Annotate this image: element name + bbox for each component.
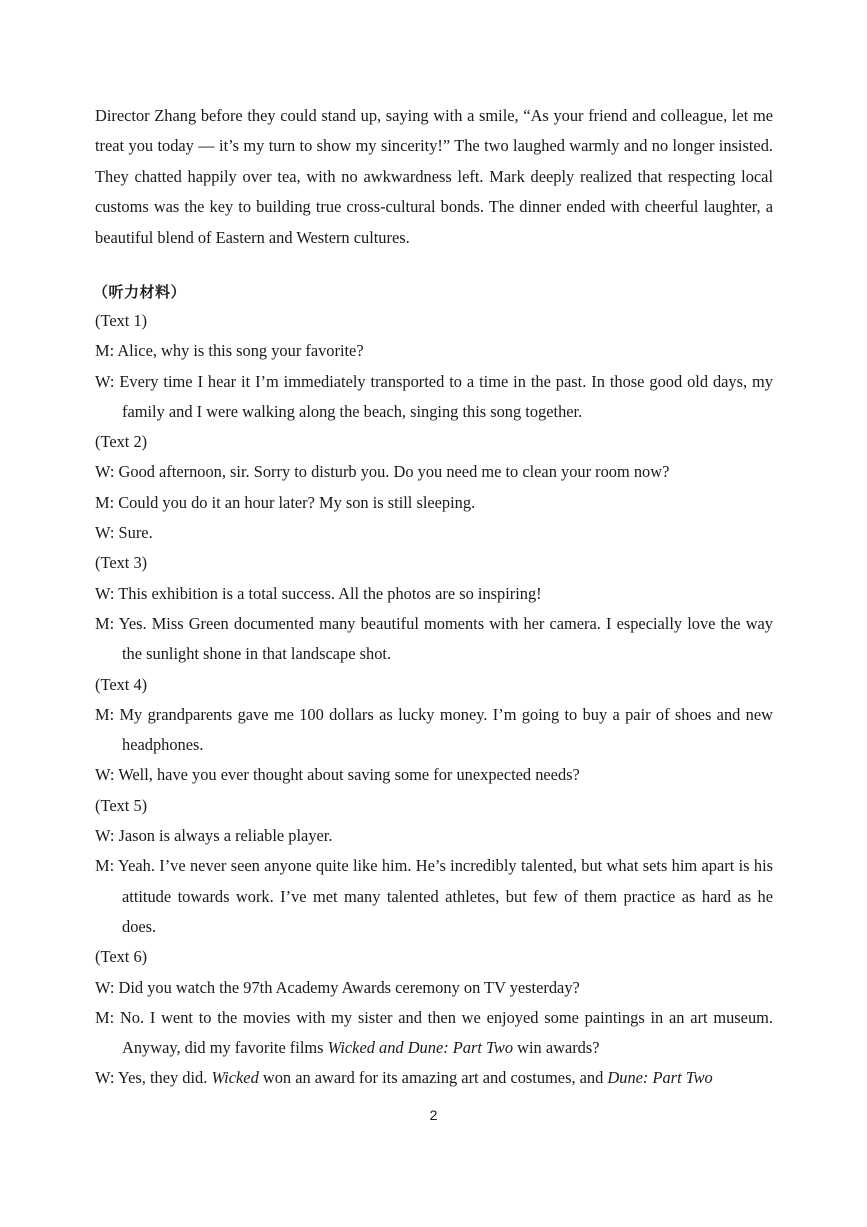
text-section-header: (Text 4) — [95, 674, 148, 694]
utterance-segment: Yes, they did. — [117, 1068, 212, 1088]
speaker-label: W: — [95, 371, 115, 391]
utterance-text — [118, 1068, 713, 1087]
intro-text: Director Zhang before they could stand up, saying with a smile, “As your friend and colleague, let me treat you today — it’s my turn to show my sincerity!” The two laughed warmly and no longer insisted. They chatted happily over tea, with no awkwardness left. Mark deeply realized that respecting local customs was the key to building true cross-cultural bonds. The dinner ended with cheerful laughter, a beautiful blend of Eastern and Western cultures. — [95, 106, 773, 247]
speaker-label: M: — [95, 1007, 115, 1027]
utterance-text — [118, 765, 580, 784]
utterance-segment: Sure. — [118, 523, 153, 543]
speaker-label: W: — [95, 462, 115, 482]
speaker-label: W: — [95, 977, 115, 997]
dialogue-line — [95, 457, 773, 487]
utterance-text — [119, 523, 153, 542]
section-title-listening-material: （听力材料） — [93, 283, 187, 301]
speaker-label: W: — [95, 523, 115, 543]
utterance-text — [118, 584, 541, 603]
utterance-text — [119, 372, 773, 421]
speaker-label: M: — [95, 341, 115, 361]
dialogue-line — [95, 488, 773, 518]
page-number: 2 — [429, 1107, 438, 1123]
utterance-segment: win awards? — [513, 1038, 600, 1058]
film-title: Wicked and Dune: Part Two — [327, 1038, 514, 1058]
text-section-header: (Text 3) — [95, 553, 148, 573]
speaker-label: W: — [95, 765, 115, 785]
text-section-header: (Text 6) — [95, 947, 148, 967]
utterance-text — [117, 341, 363, 360]
speaker-label: W: — [95, 583, 115, 603]
dialogue-line — [95, 518, 773, 548]
utterance-segment: This exhibition is a total success. All the photos are so inspiring! — [118, 583, 542, 603]
utterance-segment: Alice, why is this song your favorite? — [117, 341, 364, 361]
utterance-segment: Well, have you ever thought about saving some for unexpected needs? — [118, 765, 580, 785]
film-title: Dune: Part Two — [607, 1068, 713, 1088]
dialogue-line — [95, 700, 773, 761]
utterance-segment: Did you watch the 97th Academy Awards ceremony on TV yesterday? — [118, 977, 580, 997]
speaker-label: M: — [95, 613, 115, 633]
utterance-segment: No. I went to the movies with my sister and then we enjoyed some paintings in an art museum. Anyway, did my favorite films — [119, 1007, 774, 1058]
utterance-text — [120, 1008, 773, 1057]
utterance-segment: Every time I hear it I’m immediately transported to a time in the past. In those good old days, my family and I were walking along the beach, singing this song together. — [119, 371, 773, 421]
dialogue-line — [95, 579, 773, 609]
utterance-text — [119, 614, 773, 663]
speaker-label: M: — [95, 492, 115, 512]
utterance-segment: won an award for its amazing art and costumes, and — [258, 1068, 608, 1088]
utterance-segment: Could you do it an hour later? My son is still sleeping. — [118, 492, 476, 512]
text-section-header: (Text 1) — [95, 311, 148, 330]
dialogue-line — [95, 760, 773, 790]
speaker-label: W: — [95, 826, 115, 846]
utterance-text — [118, 856, 773, 936]
utterance-segment: Jason is always a reliable player. — [118, 826, 333, 846]
utterance-text — [119, 978, 580, 997]
speaker-label: M: — [95, 704, 115, 724]
utterance-segment: Good afternoon, sir. Sorry to disturb you. Do you need me to clean your room now? — [118, 462, 670, 482]
utterance-segment: My grandparents gave me 100 dollars as lucky money. I’m going to buy a pair of shoes and new headphones. — [119, 704, 773, 755]
text-section-header: (Text 2) — [95, 432, 148, 452]
utterance-text — [119, 462, 670, 481]
dialogue-line — [95, 609, 773, 670]
dialogue-line — [95, 973, 773, 1003]
dialogue-line — [95, 367, 773, 428]
intro-paragraph — [95, 101, 773, 253]
utterance-segment: Yes. Miss Green documented many beautiful moments with her camera. I especially love the way the sunlight shone in that landscape shot. — [118, 613, 773, 664]
utterance-text — [119, 826, 333, 845]
dialogue-line — [95, 821, 773, 851]
text-section-header: (Text 5) — [95, 795, 148, 815]
utterance-text — [118, 493, 475, 512]
listening-script — [95, 306, 773, 1094]
speaker-label: M: — [95, 856, 115, 876]
dialogue-line — [95, 336, 773, 366]
dialogue-line — [95, 1063, 773, 1093]
utterance-text — [119, 705, 773, 754]
speaker-label: W: — [95, 1068, 115, 1088]
dialogue-line — [95, 1003, 773, 1064]
dialogue-line — [95, 851, 773, 942]
film-title: Wicked — [211, 1068, 259, 1088]
utterance-segment: Yeah. I’ve never seen anyone quite like him. He’s incredibly talented, but what sets him apart is his attitude towards work. I’ve met many talented athletes, but few of them practice as hard as he does. — [117, 856, 773, 936]
